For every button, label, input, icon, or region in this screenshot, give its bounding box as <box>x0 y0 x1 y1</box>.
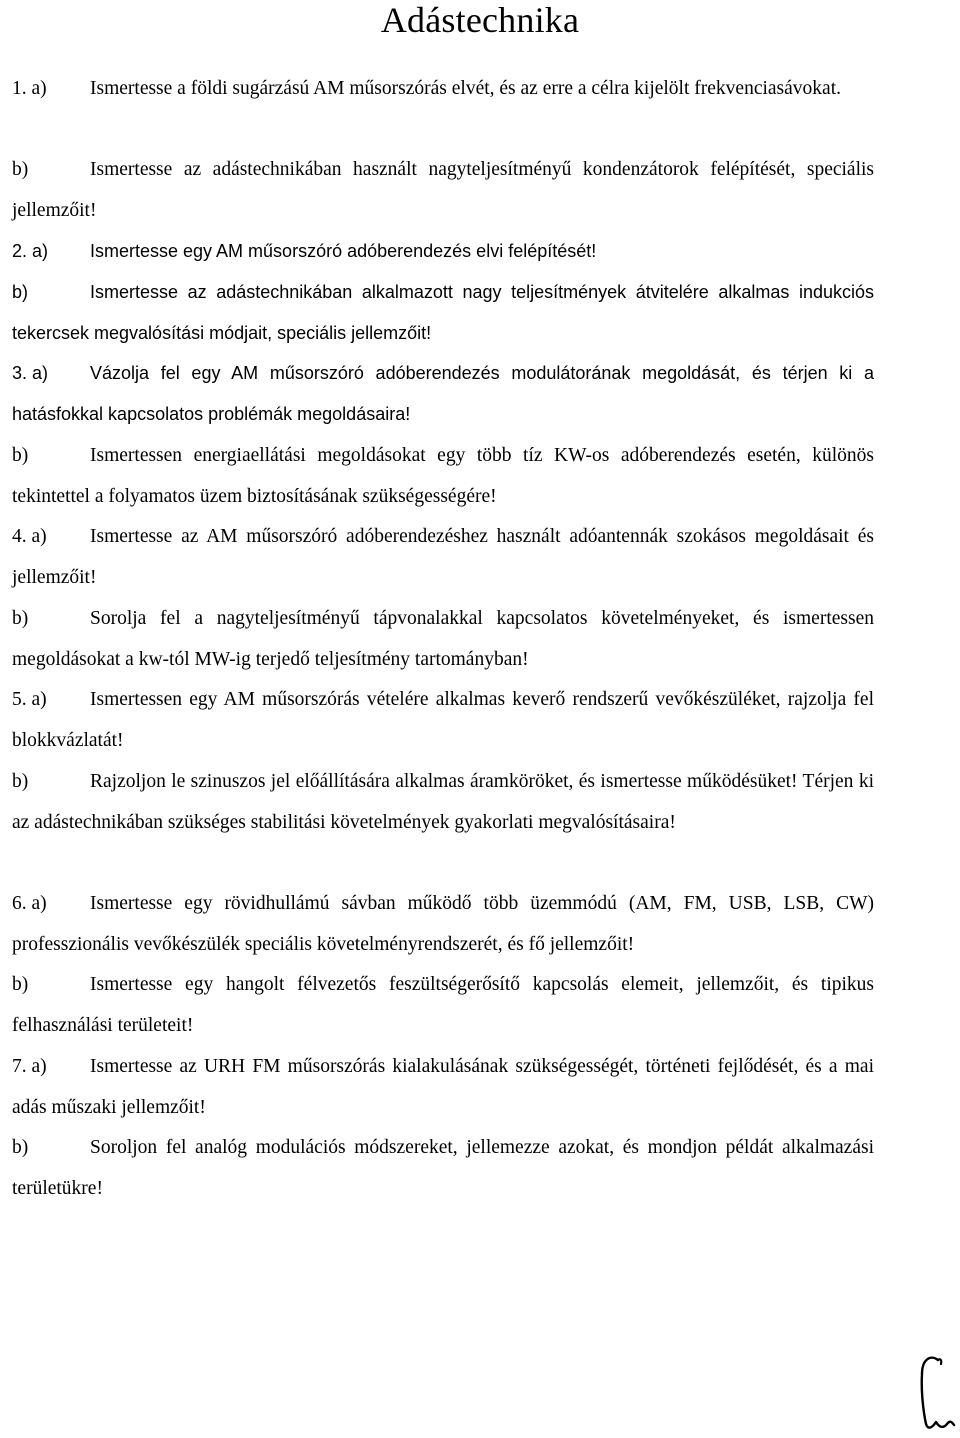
question-text: Ismertesse az AM műsorszóró adóberendezéshez használt adóantennák szokásos megoldásait és jellemzőit! <box>12 526 874 588</box>
question-text: Ismertesse egy AM műsorszóró adóberendezés elvi felépítését! <box>90 241 597 261</box>
question-label: b) <box>12 1137 29 1158</box>
question-3a <box>12 353 874 435</box>
question-label: 2. a) <box>12 241 49 261</box>
question-2b <box>12 272 874 354</box>
question-label: b) <box>12 282 29 302</box>
question-3b <box>12 435 874 517</box>
question-7b <box>12 1127 874 1209</box>
question-text: Ismertesse az adástechnikában használt nagyteljesítményű kondenzátorok felépítését, speciális jellemzőit! <box>12 159 874 221</box>
question-text: Ismertesse egy hangolt félvezetős feszültségerősítő kapcsolás elemeit, jellemzőit, és tipikus felhasználási területeit! <box>12 974 874 1036</box>
question-label: b) <box>12 608 29 629</box>
question-label: 5. a) <box>12 689 47 710</box>
question-text: Ismertesse a földi sugárzású AM műsorszórás elvét, és az erre a célra kijelölt frekvenciasávokat. <box>90 78 841 99</box>
question-2a <box>12 231 874 272</box>
question-5a <box>12 679 874 761</box>
question-text: Sorolja fel a nagyteljesítményű tápvonalakkal kapcsolatos követelményeket, és ismertessen megoldásokat a kw-tól MW-ig terjedő teljesítmény tartományban! <box>12 608 874 670</box>
question-text: Rajzoljon le szinuszos jel előállítására alkalmas áramköröket, és ismertesse működésüket! Térjen ki az adástechnikában szükséges stabilitási követelmények gyakorlati megvalósításaira! <box>12 771 874 833</box>
question-text: Vázolja fel egy AM műsorszóró adóberendezés modulátorának megoldását, és térjen ki a hatásfokkal kapcsolatos problémák megoldásaira! <box>12 363 874 424</box>
question-7a <box>12 1046 874 1128</box>
question-label: b) <box>12 974 29 995</box>
question-5b <box>12 761 874 843</box>
question-text: Soroljon fel analóg modulációs módszereket, jellemezze azokat, és mondjon példát alkalmazási területükre! <box>12 1137 874 1199</box>
page-title: Adástechnika <box>380 0 580 40</box>
question-6b <box>12 964 874 1046</box>
question-text: Ismertesse az adástechnikában alkalmazott nagy teljesítmények átvitelére alkalmas indukciós tekercsek megvalósítási módjait, speciális jellemzőit! <box>12 282 874 343</box>
handwritten-signature <box>916 1352 956 1434</box>
question-4a <box>12 516 874 598</box>
question-label: b) <box>12 445 29 466</box>
question-label: b) <box>12 159 29 180</box>
question-text: Ismertessen egy AM műsorszórás vételére alkalmas keverő rendszerű vevőkészüléket, rajzolja fel blokkvázlatát! <box>12 689 874 751</box>
question-text: Ismertesse egy rövidhullámú sávban működő több üzemmódú (AM, FM, USB, LSB, CW) professzionális vevőkészülék speciális követelményrendszerét, és fő jellemzőit! <box>12 893 874 955</box>
question-1b <box>12 149 874 231</box>
question-label: 7. a) <box>12 1056 47 1077</box>
question-text: Ismertesse az URH FM műsorszórás kialakulásának szükségességét, történeti fejlődését, és a mai adás műszaki jellemzőit! <box>12 1056 874 1118</box>
question-1a <box>12 68 874 109</box>
question-label: 1. a) <box>12 78 47 99</box>
question-label: 3. a) <box>12 363 49 383</box>
question-label: 6. a) <box>12 893 47 914</box>
question-text: Ismertessen energiaellátási megoldásokat egy több tíz KW-os adóberendezés esetén, különös tekintettel a folyamatos üzem biztosításának szükségességére! <box>12 445 874 507</box>
question-label: 4. a) <box>12 526 47 547</box>
question-4b <box>12 598 874 680</box>
question-label: b) <box>12 771 29 792</box>
question-6a <box>12 883 874 965</box>
